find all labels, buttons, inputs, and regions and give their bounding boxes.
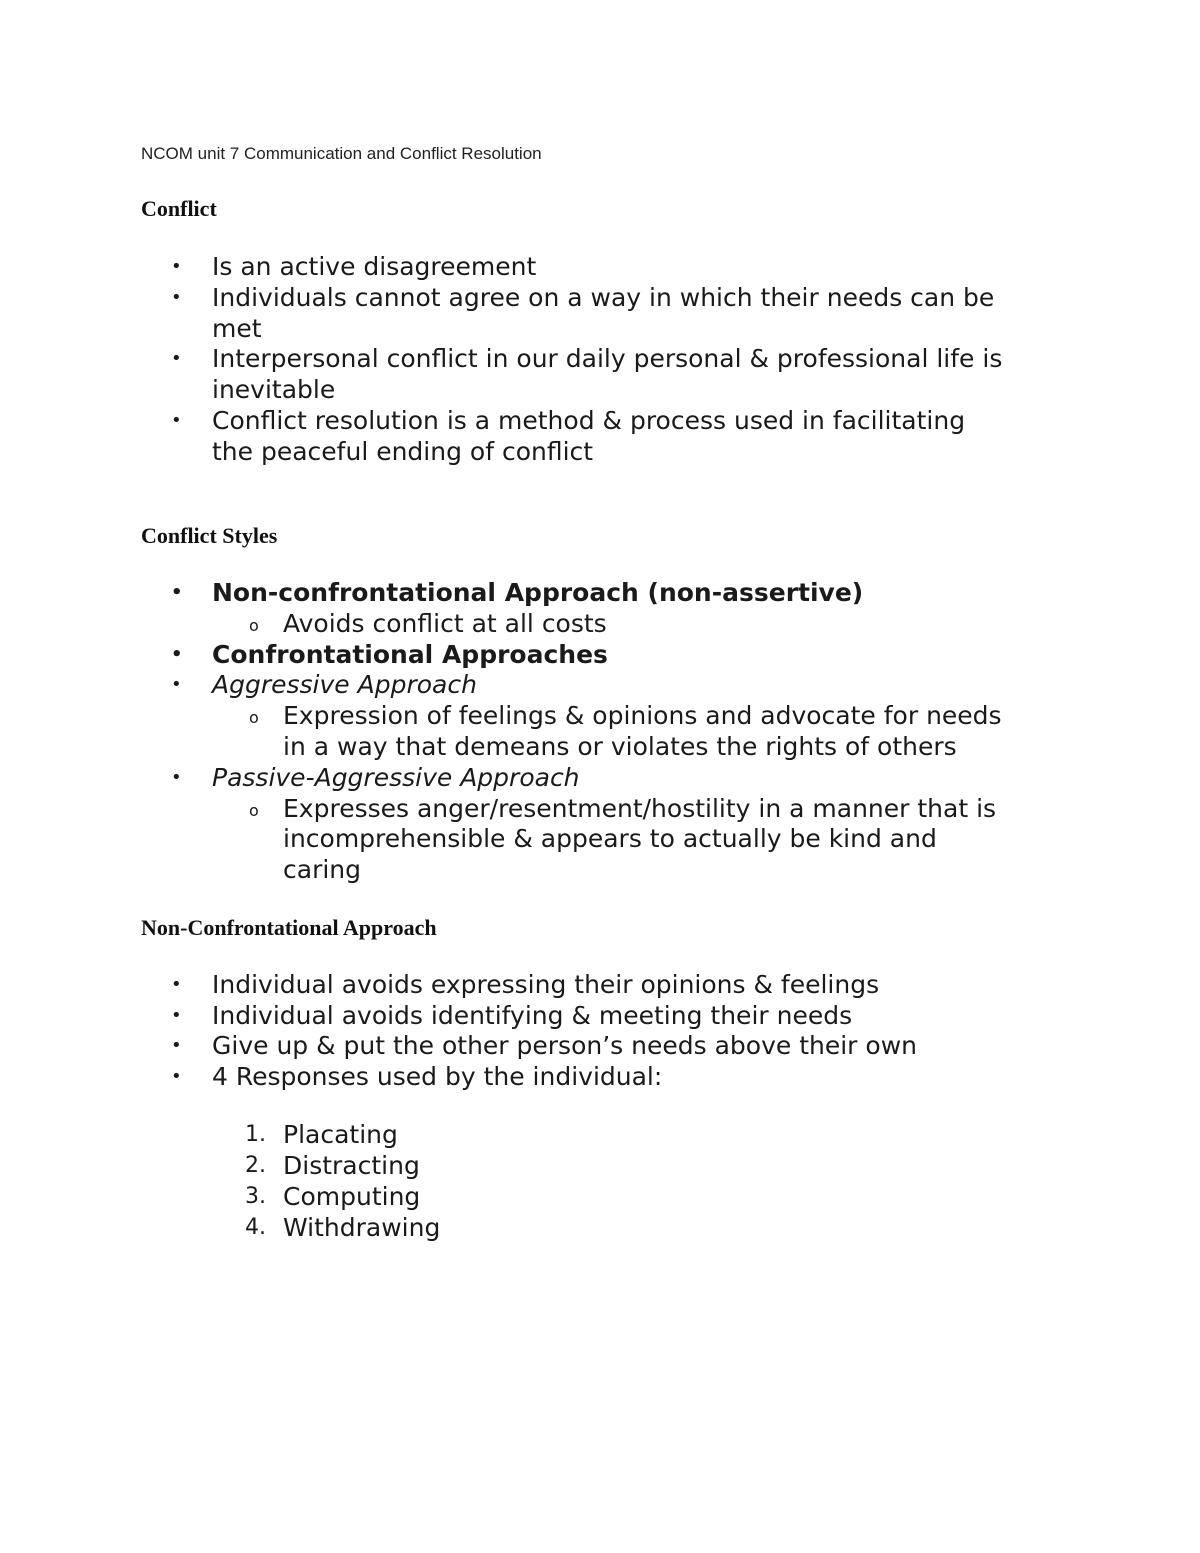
circle-bullet-icon: o bbox=[249, 616, 259, 635]
sub-list-item-text: Avoids conflict at all costs bbox=[283, 609, 607, 638]
circle-bullet-icon: o bbox=[249, 708, 259, 727]
list-item-text: 4 Responses used by the individual: bbox=[212, 1062, 663, 1091]
list-item bbox=[171, 282, 995, 313]
numbered-item-text: Distracting bbox=[283, 1151, 420, 1180]
numbered-item bbox=[245, 1119, 398, 1150]
sub-list-item bbox=[249, 700, 1002, 731]
sub-list-item-text: Expresses anger/resentment/hostility in a manner that is bbox=[283, 794, 997, 823]
sub-list-item-text: Expression of feelings & opinions and advocate for needs bbox=[283, 701, 1002, 730]
list-item-text: Individuals cannot agree on a way in which their needs can be bbox=[212, 283, 995, 312]
list-item-text: inevitable bbox=[212, 375, 336, 404]
bullet-icon: • bbox=[171, 644, 183, 665]
item-number: 4. bbox=[245, 1215, 266, 1240]
bullet-icon: • bbox=[171, 1066, 182, 1087]
list-item-text: met bbox=[212, 314, 262, 343]
bullet-icon: • bbox=[171, 1035, 182, 1056]
list-item-text: Non-confrontational Approach (non-assertive) bbox=[212, 578, 864, 607]
item-number: 1. bbox=[245, 1122, 266, 1147]
sub-list-item-continuation bbox=[283, 731, 957, 762]
list-item-text: Aggressive Approach bbox=[212, 670, 477, 699]
circle-bullet-icon: o bbox=[249, 801, 259, 820]
document-header: NCOM unit 7 Communication and Conflict Resolution bbox=[141, 144, 542, 163]
sub-list-item-continuation bbox=[283, 823, 937, 854]
list-item bbox=[171, 969, 880, 1000]
section-heading-non-confrontational: Non-Confrontational Approach bbox=[141, 915, 437, 940]
list-item-text: Give up & put the other person’s needs above their own bbox=[212, 1031, 917, 1060]
numbered-item-text: Withdrawing bbox=[283, 1213, 441, 1242]
list-item-text: Passive-Aggressive Approach bbox=[212, 763, 580, 792]
bullet-icon: • bbox=[171, 674, 182, 695]
list-item bbox=[171, 1061, 663, 1092]
list-item bbox=[171, 1030, 917, 1061]
list-item-continuation bbox=[212, 436, 593, 467]
bullet-icon: • bbox=[171, 287, 182, 308]
sub-list-item-text: in a way that demeans or violates the rights of others bbox=[283, 732, 957, 761]
list-item-text: Confrontational Approaches bbox=[212, 640, 608, 669]
bullet-icon: • bbox=[171, 582, 183, 603]
section-heading-conflict-styles: Conflict Styles bbox=[141, 523, 278, 548]
numbered-item bbox=[245, 1212, 441, 1243]
item-number: 3. bbox=[245, 1184, 266, 1209]
bullet-icon: • bbox=[171, 974, 182, 995]
sub-list-item-text: incomprehensible & appears to actually be kind and bbox=[283, 824, 937, 853]
sub-list-item bbox=[249, 608, 607, 639]
numbered-item-text: Placating bbox=[283, 1120, 398, 1149]
numbered-item-text: Computing bbox=[283, 1182, 421, 1211]
list-item bbox=[171, 577, 864, 608]
list-item bbox=[171, 639, 608, 670]
list-item-text: Is an active disagreement bbox=[212, 252, 537, 281]
list-item-text: Individual avoids expressing their opinions & feelings bbox=[212, 970, 880, 999]
sub-list-item bbox=[249, 793, 997, 824]
list-item bbox=[171, 251, 537, 282]
list-item-continuation bbox=[212, 374, 335, 405]
list-item bbox=[171, 405, 966, 436]
bullet-icon: • bbox=[171, 1005, 182, 1026]
numbered-item bbox=[245, 1150, 420, 1181]
bullet-icon: • bbox=[171, 410, 182, 431]
list-item-text: the peaceful ending of conflict bbox=[212, 437, 594, 466]
section-heading-conflict: Conflict bbox=[141, 196, 217, 221]
list-item-text: Individual avoids identifying & meeting their needs bbox=[212, 1001, 853, 1030]
bullet-icon: • bbox=[171, 256, 182, 277]
list-item-text: Conflict resolution is a method & process used in facilitating bbox=[212, 406, 966, 435]
sub-list-item-continuation bbox=[283, 854, 361, 885]
list-item bbox=[171, 1000, 853, 1031]
list-item bbox=[171, 343, 1003, 374]
bullet-icon: • bbox=[171, 348, 182, 369]
list-item bbox=[171, 669, 477, 700]
item-number: 2. bbox=[245, 1153, 266, 1178]
bullet-icon: • bbox=[171, 767, 182, 788]
list-item-text: Interpersonal conflict in our daily personal & professional life is bbox=[212, 344, 1003, 373]
sub-list-item-text: caring bbox=[283, 855, 362, 884]
numbered-item bbox=[245, 1181, 421, 1212]
list-item-continuation bbox=[212, 313, 262, 344]
list-item bbox=[171, 762, 580, 793]
